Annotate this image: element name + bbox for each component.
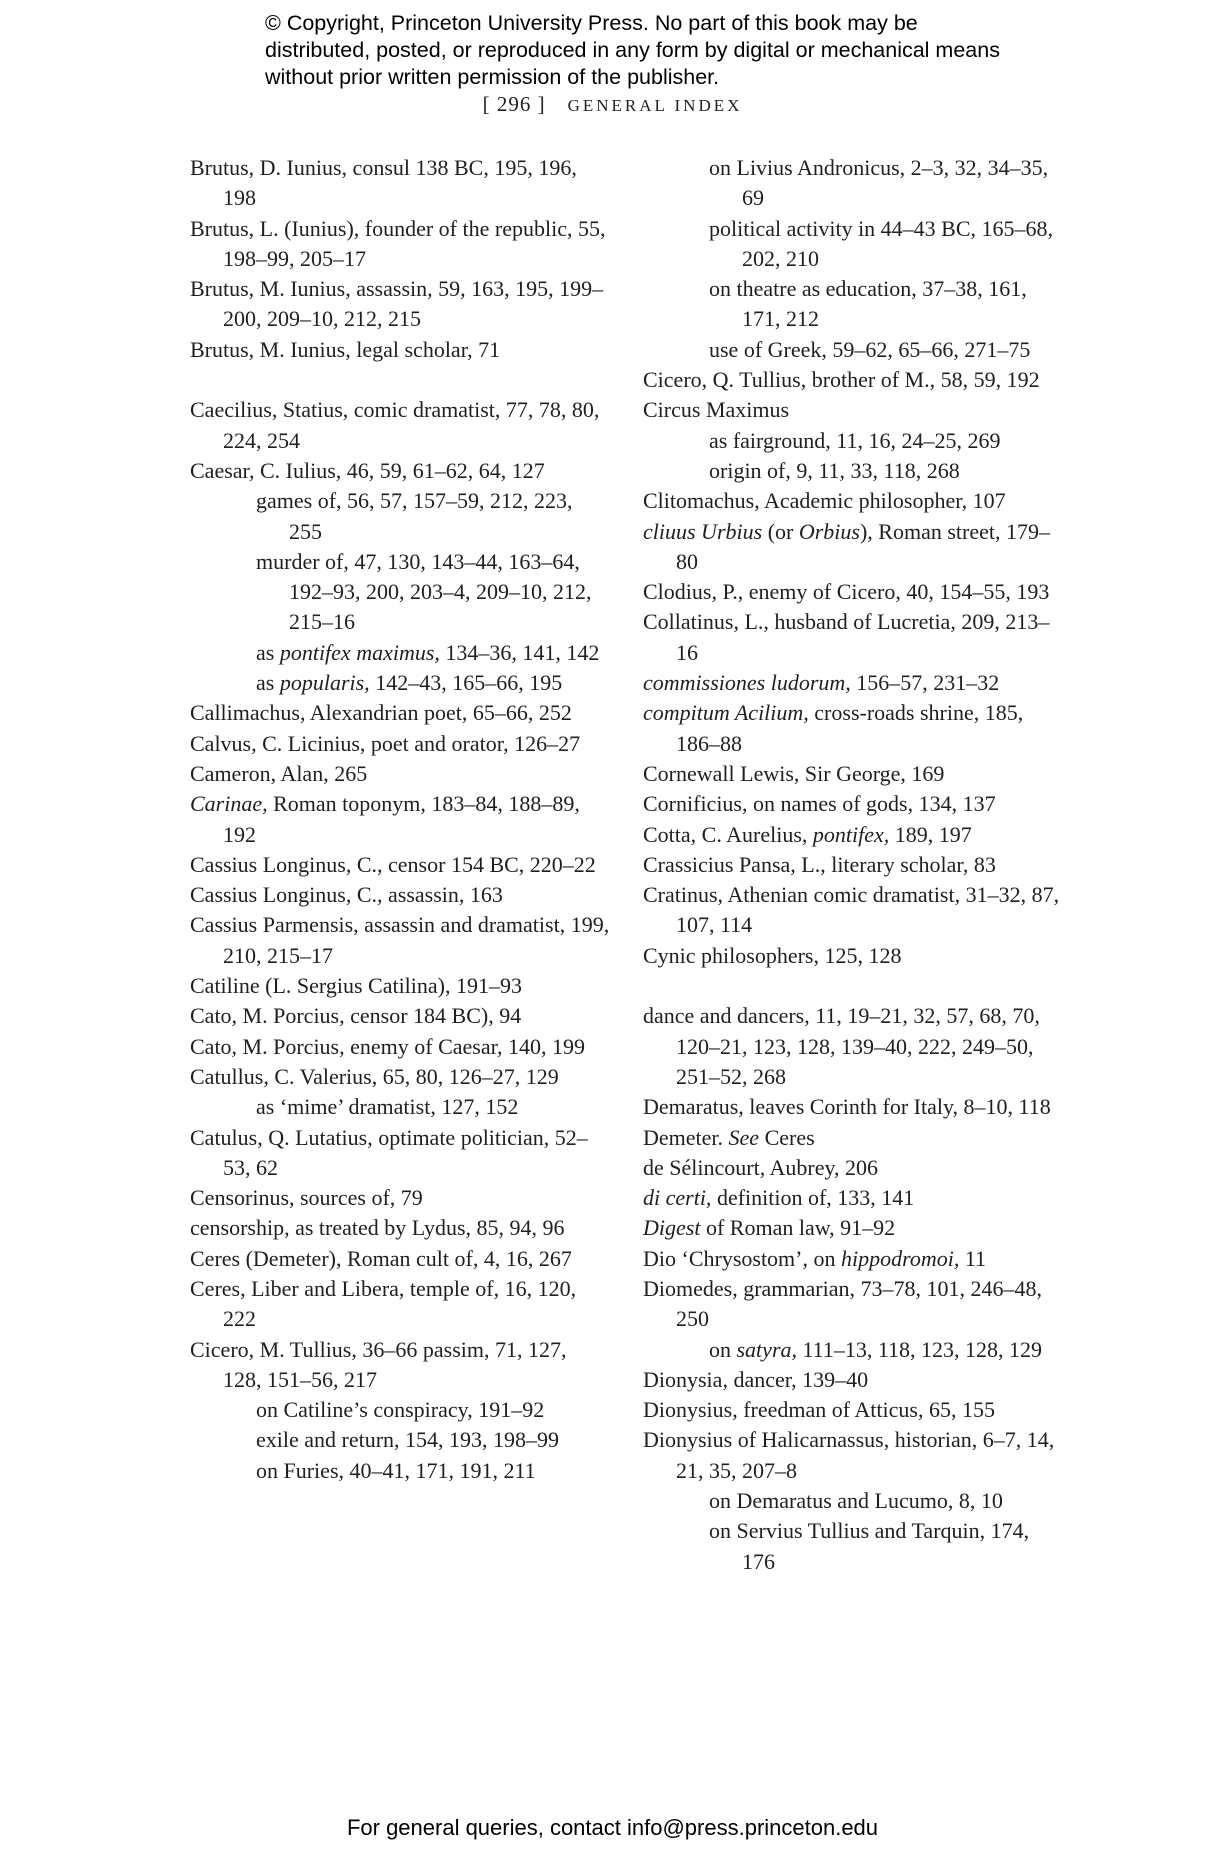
index-entry: [643, 941, 1063, 971]
entry-text: 189, 197: [889, 821, 972, 847]
index-column-left: [190, 153, 610, 1486]
entry-text: Clitomachus, Academic philosopher, 107: [643, 488, 1006, 514]
entry-text: Cato, M. Porcius, censor 184 BC), 94: [190, 1003, 522, 1029]
index-entry: [643, 820, 1063, 850]
entry-text: of Roman law, 91–92: [700, 1215, 896, 1241]
entry-text: political activity in 44–43 BC, 165–68, 202, 210: [709, 215, 1054, 271]
index-subentry: [190, 1395, 610, 1425]
index-entry: [190, 274, 610, 335]
index-entry: [190, 759, 610, 789]
entry-text: Catullus, C. Valerius, 65, 80, 126–27, 129: [190, 1063, 559, 1089]
index-entry: [643, 1244, 1063, 1274]
entry-text: Cotta, C. Aurelius,: [643, 821, 813, 847]
index-entry: [643, 1092, 1063, 1122]
entry-text: Catulus, Q. Lutatius, optimate politician, 52–53, 62: [190, 1124, 588, 1180]
index-entry: [190, 1183, 610, 1213]
copyright-notice: © Copyright, Princeton University Press. No part of this book may be distributed, posted, or reproduced in any form by digital or mechanical means without prior written permission of the publisher.: [265, 11, 1000, 89]
entry-text: Cicero, M. Tullius, 36–66 passim, 71, 127, 128, 151–56, 217: [190, 1336, 567, 1392]
entry-text-italic: pontifex maximus,: [279, 639, 440, 665]
index-entry: [190, 335, 610, 365]
entry-text: definition of, 133, 141: [711, 1185, 915, 1211]
index-entry: [190, 971, 610, 1001]
entry-text-italic: commissiones ludorum,: [643, 670, 851, 696]
entry-text: as fairground, 11, 16, 24–25, 269: [709, 427, 1001, 453]
index-subentry: [643, 1335, 1063, 1365]
entry-text: Demeter.: [643, 1124, 729, 1150]
entry-text-italic: cliuus Urbius: [643, 518, 763, 544]
index-entry: [643, 1365, 1063, 1395]
entry-text-italic: popularis,: [279, 670, 370, 696]
index-entry: [190, 1213, 610, 1243]
entry-text-italic: pontifex,: [812, 821, 890, 847]
entry-text: Cassius Longinus, C., assassin, 163: [190, 882, 503, 908]
entry-text-italic: See: [728, 1124, 760, 1150]
entry-text: Dionysius, freedman of Atticus, 65, 155: [643, 1397, 995, 1423]
index-subentry: [190, 1092, 610, 1122]
entry-text: Dionysia, dancer, 139–40: [643, 1366, 869, 1392]
entry-text: Circus Maximus: [643, 397, 790, 423]
entry-text: 111–13, 118, 123, 128, 129: [797, 1336, 1043, 1362]
index-subentry: [190, 638, 610, 668]
index-subentry: [643, 1516, 1063, 1577]
index-entry: [190, 698, 610, 728]
index-entry: [190, 1274, 610, 1335]
index-entry: [190, 395, 610, 456]
index-entry: [643, 698, 1063, 759]
entry-text-italic: Carinae,: [190, 791, 268, 817]
entry-text: 134–36, 141, 142: [439, 639, 600, 665]
entry-text: on Catiline’s conspiracy, 191–92: [256, 1397, 545, 1423]
index-subentry: [643, 1486, 1063, 1516]
index-entry: [643, 395, 1063, 425]
entry-text: Cicero, Q. Tullius, brother of M., 58, 59, 192: [643, 367, 1040, 393]
index-entry: [643, 486, 1063, 516]
entry-text: Brutus, D. Iunius, consul 138 BC, 195, 196, 198: [190, 155, 577, 211]
entry-text: dance and dancers, 11, 19–21, 32, 57, 68, 70, 120–21, 123, 128, 139–40, 222, 249–50, 251–52, 268: [643, 1003, 1040, 1089]
entry-text: Calvus, C. Licinius, poet and orator, 126–27: [190, 730, 581, 756]
index-subentry: [643, 456, 1063, 486]
entry-text: on: [709, 1336, 737, 1362]
entry-text: Crassicius Pansa, L., literary scholar, 83: [643, 851, 996, 877]
index-entry: [190, 456, 610, 486]
entry-text: Roman toponym, 183–84, 188–89, 192: [223, 791, 580, 847]
running-head-title: GENERAL INDEX: [567, 96, 743, 115]
index-entry: [643, 1153, 1063, 1183]
index-subentry: [643, 274, 1063, 335]
index-entry: [190, 1244, 610, 1274]
index-subentry: [190, 1456, 610, 1486]
index-entry: [643, 1001, 1063, 1092]
index-subentry: [643, 153, 1063, 214]
entry-text: Cato, M. Porcius, enemy of Caesar, 140, 199: [190, 1033, 586, 1059]
entry-text: Dionysius of Halicarnassus, historian, 6–7, 14, 21, 35, 207–8: [643, 1427, 1055, 1483]
entry-text: censorship, as treated by Lydus, 85, 94, 96: [190, 1215, 565, 1241]
index-entry: [190, 153, 610, 214]
entry-text: (or: [762, 518, 799, 544]
index-entry: [643, 607, 1063, 668]
running-head: [0, 92, 1225, 117]
entry-text-italic: compitum Acilium,: [643, 700, 809, 726]
index-entry: [643, 789, 1063, 819]
entry-text: ), Roman street, 179–80: [676, 518, 1050, 574]
index-entry: [643, 1183, 1063, 1213]
entry-text: on Livius Andronicus, 2–3, 32, 34–35, 69: [709, 155, 1049, 211]
entry-text: Censorinus, sources of, 79: [190, 1185, 423, 1211]
index-entry: [190, 910, 610, 971]
entry-text-italic: Digest: [643, 1215, 701, 1241]
entry-text: Diomedes, grammarian, 73–78, 101, 246–48, 250: [643, 1275, 1042, 1332]
entry-text: 11: [959, 1245, 987, 1271]
entry-text: on theatre as education, 37–38, 161, 171, 212: [709, 276, 1027, 332]
entry-text: Cassius Longinus, C., censor 154 BC, 220–22: [190, 851, 596, 877]
index-entry: [643, 850, 1063, 880]
entry-text-italic: di certi,: [643, 1185, 712, 1211]
index-subentry: [643, 426, 1063, 456]
entry-text: 142–43, 165–66, 195: [369, 670, 563, 696]
entry-text: Brutus, L. (Iunius), founder of the republic, 55, 198–99, 205–17: [190, 215, 606, 271]
entry-text: Cornificius, on names of gods, 134, 137: [643, 791, 996, 817]
index-entry: [643, 1274, 1063, 1335]
entry-text: Callimachus, Alexandrian poet, 65–66, 252: [190, 700, 572, 726]
entry-text-italic: Orbius: [798, 518, 860, 544]
index-entry: [643, 759, 1063, 789]
index-entry: [190, 1032, 610, 1062]
entry-text: Caecilius, Statius, comic dramatist, 77, 78, 80, 224, 254: [190, 397, 600, 453]
index-entry: [190, 850, 610, 880]
index-entry: [643, 577, 1063, 607]
index-entry: [190, 880, 610, 910]
index-entry: [190, 1001, 610, 1031]
index-entry: [643, 880, 1063, 941]
index-entry: [190, 1335, 610, 1396]
entry-text: origin of, 9, 11, 33, 118, 268: [709, 457, 960, 483]
index-entry: [190, 789, 610, 850]
entry-text: as ‘mime’ dramatist, 127, 152: [256, 1094, 519, 1120]
entry-text: on Furies, 40–41, 171, 191, 211: [256, 1457, 536, 1483]
entry-text: Cassius Parmensis, assassin and dramatist, 199, 210, 215–17: [190, 912, 610, 968]
entry-text: exile and return, 154, 193, 198–99: [256, 1427, 560, 1453]
footer-contact: For general queries, contact info@press.princeton.edu: [346, 1815, 879, 1840]
index-subentry: [190, 547, 610, 638]
entry-text: Collatinus, L., husband of Lucretia, 209, 213–16: [643, 609, 1050, 665]
entry-text: as: [256, 639, 280, 665]
index-column-right: [643, 153, 1063, 1577]
entry-text: de Sélincourt, Aubrey, 206: [643, 1154, 879, 1180]
entry-text: use of Greek, 59–62, 65–66, 271–75: [709, 336, 1031, 362]
index-subentry: [643, 214, 1063, 275]
entry-text: Dio ‘Chrysostom’, on: [643, 1245, 841, 1271]
entry-text: Cameron, Alan, 265: [190, 760, 368, 786]
entry-text: murder of, 47, 130, 143–44, 163–64, 192–93, 200, 203–4, 209–10, 212, 215–16: [256, 548, 592, 635]
index-entry: [643, 1395, 1063, 1425]
entry-text: on Servius Tullius and Tarquin, 174, 176: [709, 1518, 1030, 1574]
index-entry: [190, 729, 610, 759]
index-subentry: [643, 335, 1063, 365]
index-entry: [643, 1123, 1063, 1153]
letter-group-spacer: [643, 971, 1063, 1001]
index-entry: [190, 1062, 610, 1092]
entry-text: Ceres, Liber and Libera, temple of, 16, 120, 222: [190, 1275, 577, 1332]
entry-text: as: [256, 670, 280, 696]
entry-text: Demaratus, leaves Corinth for Italy, 8–10, 118: [643, 1094, 1051, 1120]
index-entry: [190, 214, 610, 275]
entry-text: 156–57, 231–32: [850, 670, 1000, 696]
index-subentry: [190, 486, 610, 547]
entry-text: Brutus, M. Iunius, legal scholar, 71: [190, 336, 501, 362]
entry-text: Caesar, C. Iulius, 46, 59, 61–62, 64, 127: [190, 457, 545, 483]
index-subentry: [190, 1425, 610, 1455]
entry-text: Ceres: [759, 1124, 815, 1150]
index-entry: [643, 517, 1063, 578]
index-subentry: [190, 668, 610, 698]
index-entry: [643, 365, 1063, 395]
letter-group-spacer: [190, 365, 610, 395]
entry-text: Ceres (Demeter), Roman cult of, 4, 16, 267: [190, 1245, 572, 1271]
entry-text: Cratinus, Athenian comic dramatist, 31–32, 87, 107, 114: [643, 882, 1060, 938]
entry-text-italic: satyra,: [736, 1336, 797, 1362]
entry-text: Cynic philosophers, 125, 128: [643, 942, 902, 968]
index-entry: [643, 1425, 1063, 1486]
entry-text: Catiline (L. Sergius Catilina), 191–93: [190, 973, 522, 999]
index-entry: [190, 1123, 610, 1184]
entry-text: on Demaratus and Lucumo, 8, 10: [709, 1488, 1003, 1514]
page-number: [ 296 ]: [482, 92, 546, 116]
index-entry: [643, 668, 1063, 698]
index-entry: [643, 1213, 1063, 1243]
entry-text: Brutus, M. Iunius, assassin, 59, 163, 195, 199–200, 209–10, 212, 215: [190, 276, 604, 332]
entry-text-italic: hippodromoi,: [841, 1245, 960, 1271]
entry-text: games of, 56, 57, 157–59, 212, 223, 255: [256, 488, 573, 544]
entry-text: cross-roads shrine, 185, 186–88: [676, 700, 1024, 756]
entry-text: Cornewall Lewis, Sir George, 169: [643, 760, 945, 786]
entry-text: Clodius, P., enemy of Cicero, 40, 154–55, 193: [643, 579, 1050, 605]
